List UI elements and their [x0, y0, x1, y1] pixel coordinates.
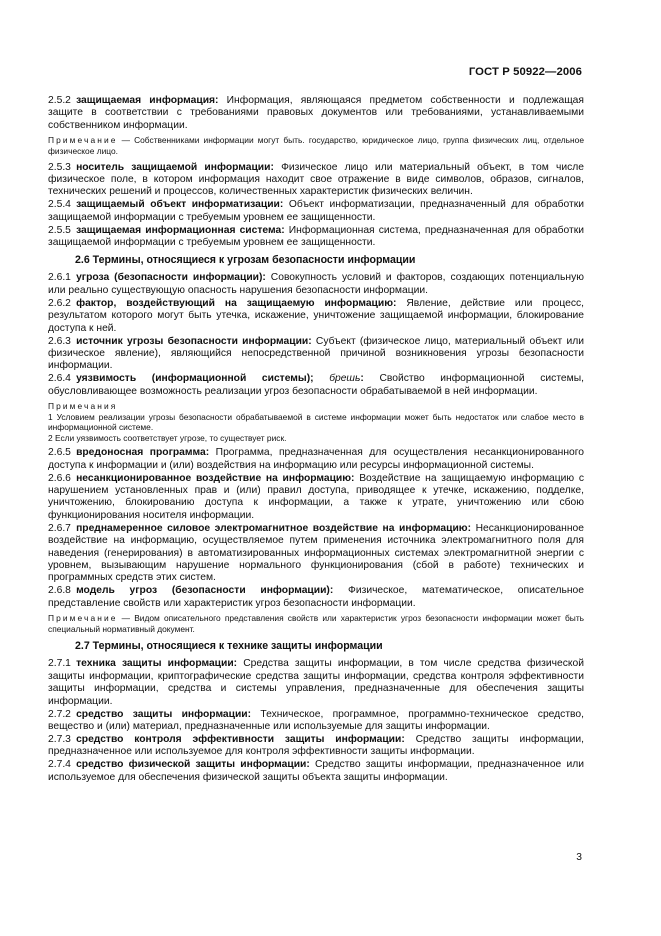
note-text: — Видом описательного представления свойств или характеристик угроз безопасности информации может быть специальный нормативный документ. [48, 613, 585, 635]
term-definition: Средство защиты информации, предназначенное или используемое для обеспечения физической защиты объекта защиты информации. [48, 759, 584, 783]
term-number: 2.5.3 [48, 161, 71, 173]
notes-label: Примечания [48, 401, 118, 412]
notes-heading [48, 401, 584, 412]
term-number: 2.6.5 [48, 447, 71, 459]
page-number: 3 [576, 852, 582, 863]
term-number: 2.5.5 [48, 224, 71, 236]
term-entry [48, 585, 584, 610]
term-entry [48, 734, 584, 759]
term-entry [48, 162, 584, 199]
term-number: 2.7.1 [48, 658, 71, 670]
term-number: 2.5.2 [48, 95, 71, 106]
term-definition: Информация, являющаяся предметом собственности и подлежащая защите в соответствии с требованиями правовых документов или требованиями, устанавливаемыми собственником информации. [48, 95, 584, 131]
term-name: несанкционированное воздействие на информацию: [76, 472, 355, 484]
term-entry [48, 298, 584, 335]
term-entry [48, 373, 584, 398]
term-definition: Физическое, математическое, описательное представление свойств или характеристик угроз безопасности информации. [48, 585, 584, 609]
term-name: защищаемая информационная система: [76, 224, 285, 236]
term-number: 2.7.3 [48, 733, 71, 745]
term-entry [48, 759, 584, 784]
term-number: 2.6.4 [48, 373, 71, 385]
note [48, 613, 584, 635]
term-entry [48, 473, 584, 523]
term-name: источник угрозы безопасности информации: [76, 335, 312, 347]
term-definition: Субъект (физическое лицо, материальный объект или физическое явление), являющийся непосредственной причиной возникновения угрозы безопасности информации. [48, 335, 584, 372]
note-label: Примечание [48, 613, 118, 624]
term-entry [48, 447, 584, 472]
term-number: 2.6.7 [48, 522, 71, 534]
term-name: уязвимость (информационной системы); [76, 373, 314, 385]
term-name: фактор, воздействующий на защищаемую информацию: [76, 297, 397, 309]
term-name: средство защиты информации: [76, 708, 252, 720]
term-definition: Свойство информационной системы, обусловливающее возможность реализации угроз безопасности обрабатываемой в ней информации. [48, 373, 584, 397]
term-colon: : [360, 373, 364, 385]
term-entry [48, 336, 584, 373]
term-number: 2.6.2 [48, 297, 71, 309]
term-name: защищаемая информация: [76, 95, 219, 106]
term-number: 2.7.4 [48, 759, 71, 771]
term-name: модель угроз (безопасности информации): [76, 585, 334, 597]
term-name: техника защиты информации: [76, 658, 238, 670]
term-definition: Средство защиты информации, предназначенное или используемое для контроля эффективности защиты информации. [48, 733, 584, 758]
term-definition: Физическое лицо или материальный объект, в том числе физическое поле, в котором информация находит свое отражение в виде символов, образов, сигналов, технических решений и процессов, количественных характеристик физических величин. [48, 161, 584, 198]
term-entry [48, 523, 584, 585]
note-label: Примечание [48, 135, 118, 146]
note [48, 135, 584, 157]
term-definition: Воздействие на защищаемую информацию с нарушением установленных прав и (или) правил доступа, приводящее к утечке, искажению, подделке, уничтожению, блокированию доступа к информации, а также к утрате, уничтожению или сбою функционирования носителя информации. [48, 472, 584, 521]
term-entry [48, 658, 584, 708]
document-body [48, 95, 584, 785]
term-name: защищаемый объект информатизации: [76, 199, 284, 211]
term-number: 2.5.4 [48, 199, 71, 211]
term-name: средство физической защиты информации: [76, 759, 310, 771]
term-entry [48, 709, 584, 734]
term-definition: Явление, действие или процесс, результатом которого могут быть утечка, искажение, уничтожение защищаемой информации, блокирование доступа к ней. [48, 297, 584, 334]
term-definition: Техническое, программное, программно-техническое средство, вещество и (или) материал, предназначенные или используемые для защиты информации. [48, 708, 584, 732]
term-number: 2.7.2 [48, 708, 71, 720]
document-header: ГОСТ Р 50922—2006 [468, 66, 582, 78]
section-heading: 2.6 Термины, относящиеся к угрозам безопасности информации [75, 254, 416, 267]
term-definition: Совокупность условий и факторов, создающих потенциальную или реально существующую опасность нарушения безопасности информации. [48, 272, 584, 296]
note-item: 2 Если уязвимость соответствует угрозе, то существует риск. [48, 432, 287, 443]
term-number: 2.6.6 [48, 472, 71, 484]
term-name: вредоносная программа: [76, 447, 210, 459]
term-entry [48, 272, 584, 297]
term-definition: Средства защиты информации, в том числе средства физической защиты информации, криптографические средства защиты информации, средства контроля эффективности защиты информации, средства и системы управления, предназначенные для обеспечения защиты информации. [48, 658, 584, 707]
term-entry [48, 225, 584, 250]
term-number: 2.6.1 [48, 272, 71, 284]
term-name: носитель защищаемой информации: [76, 161, 274, 173]
term-number: 2.6.3 [48, 335, 71, 347]
term-definition: Объект информатизации, предназначенный для обработки защищаемой информации с требуемым уровнем ее защищенности. [48, 199, 584, 223]
notes-block [48, 401, 584, 443]
term-synonym: брешь [329, 373, 361, 385]
term-definition: Программа, предназначенная для осуществления несанкционированного доступа к информации и (или) воздействия на информацию или ресурсы информационной системы. [48, 447, 584, 471]
term-name: средство контроля эффективности защиты информации: [76, 733, 405, 745]
section-heading: 2.7 Термины, относящиеся к технике защиты информации [75, 640, 383, 653]
term-name: угроза (безопасности информации): [76, 272, 266, 284]
term-name: преднамеренное силовое электромагнитное воздействие на информацию: [76, 522, 472, 534]
term-entry [48, 199, 584, 224]
note-item: 1 Условием реализации угрозы безопасности обрабатываемой в системе информации может быть недостаток или слабое место в информационной системе. [48, 412, 584, 433]
note-text: — Собственниками информации могут быть. государство, юридическое лицо, группа физических лиц, отдельное физическое лицо. [48, 135, 584, 157]
term-entry [48, 95, 584, 132]
term-definition: Несанкционированное воздействие на информацию, осуществляемое путем применения источника электромагнитного поля для наведения (генерирования) в автоматизированных информационных системах электромагнитной энергии с уровнем, вызывающим нарушение нормального функционирования (сбой в работе) технических и программных средств этих систем. [48, 522, 584, 584]
term-number: 2.6.8 [48, 585, 71, 597]
term-definition: Информационная система, предназначенная для обработки защищаемой информации с требуемым уровнем ее защищенности. [48, 224, 584, 249]
